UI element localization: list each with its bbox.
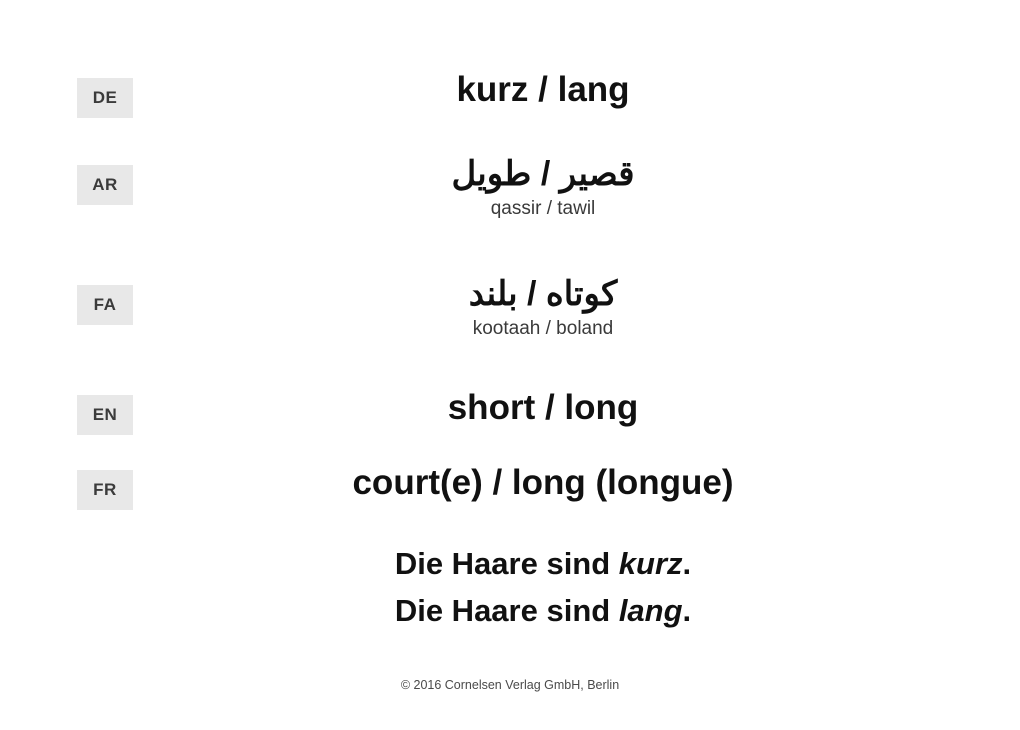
copyright-notice: © 2016 Cornelsen Verlag GmbH, Berlin: [400, 678, 620, 692]
term-block-fr: [160, 463, 926, 502]
language-badge-ar: [77, 165, 133, 205]
example-emphasis: kurz: [618, 546, 683, 581]
example-sentence-1: [160, 540, 926, 587]
example-suffix: .: [682, 593, 692, 629]
language-badge-label: AR: [92, 175, 118, 194]
language-badge-label: FA: [93, 295, 117, 314]
example-suffix: .: [682, 546, 692, 581]
example-emphasis: lang: [618, 593, 683, 629]
term-text-fr: court(e) / long (longue): [352, 463, 734, 502]
term-block-en: [160, 388, 926, 427]
transliteration-ar: qassir / tawil: [490, 198, 596, 220]
language-badge-en: [77, 395, 133, 435]
term-text-ar: قصير / طويل: [451, 155, 635, 193]
language-badge-label: DE: [92, 88, 118, 107]
language-badge-de: [77, 78, 133, 118]
term-block-fa: [160, 275, 926, 341]
language-badge-fr: [77, 470, 133, 510]
language-badge-label: EN: [92, 405, 118, 424]
term-text-de: kurz / lang: [456, 70, 630, 109]
term-text-fa: کوتاه / بلند: [468, 275, 618, 313]
term-text-en: short / long: [447, 388, 639, 427]
term-block-ar: [160, 155, 926, 221]
example-prefix: Die Haare sind: [394, 546, 619, 581]
transliteration-fa: kootaah / boland: [472, 318, 614, 340]
example-prefix: Die Haare sind: [394, 593, 619, 629]
example-sentences: [160, 540, 926, 634]
term-block-de: [160, 70, 926, 109]
language-badge-fa: [77, 285, 133, 325]
example-sentence-2: [160, 587, 926, 634]
language-badge-label: FR: [93, 480, 117, 499]
